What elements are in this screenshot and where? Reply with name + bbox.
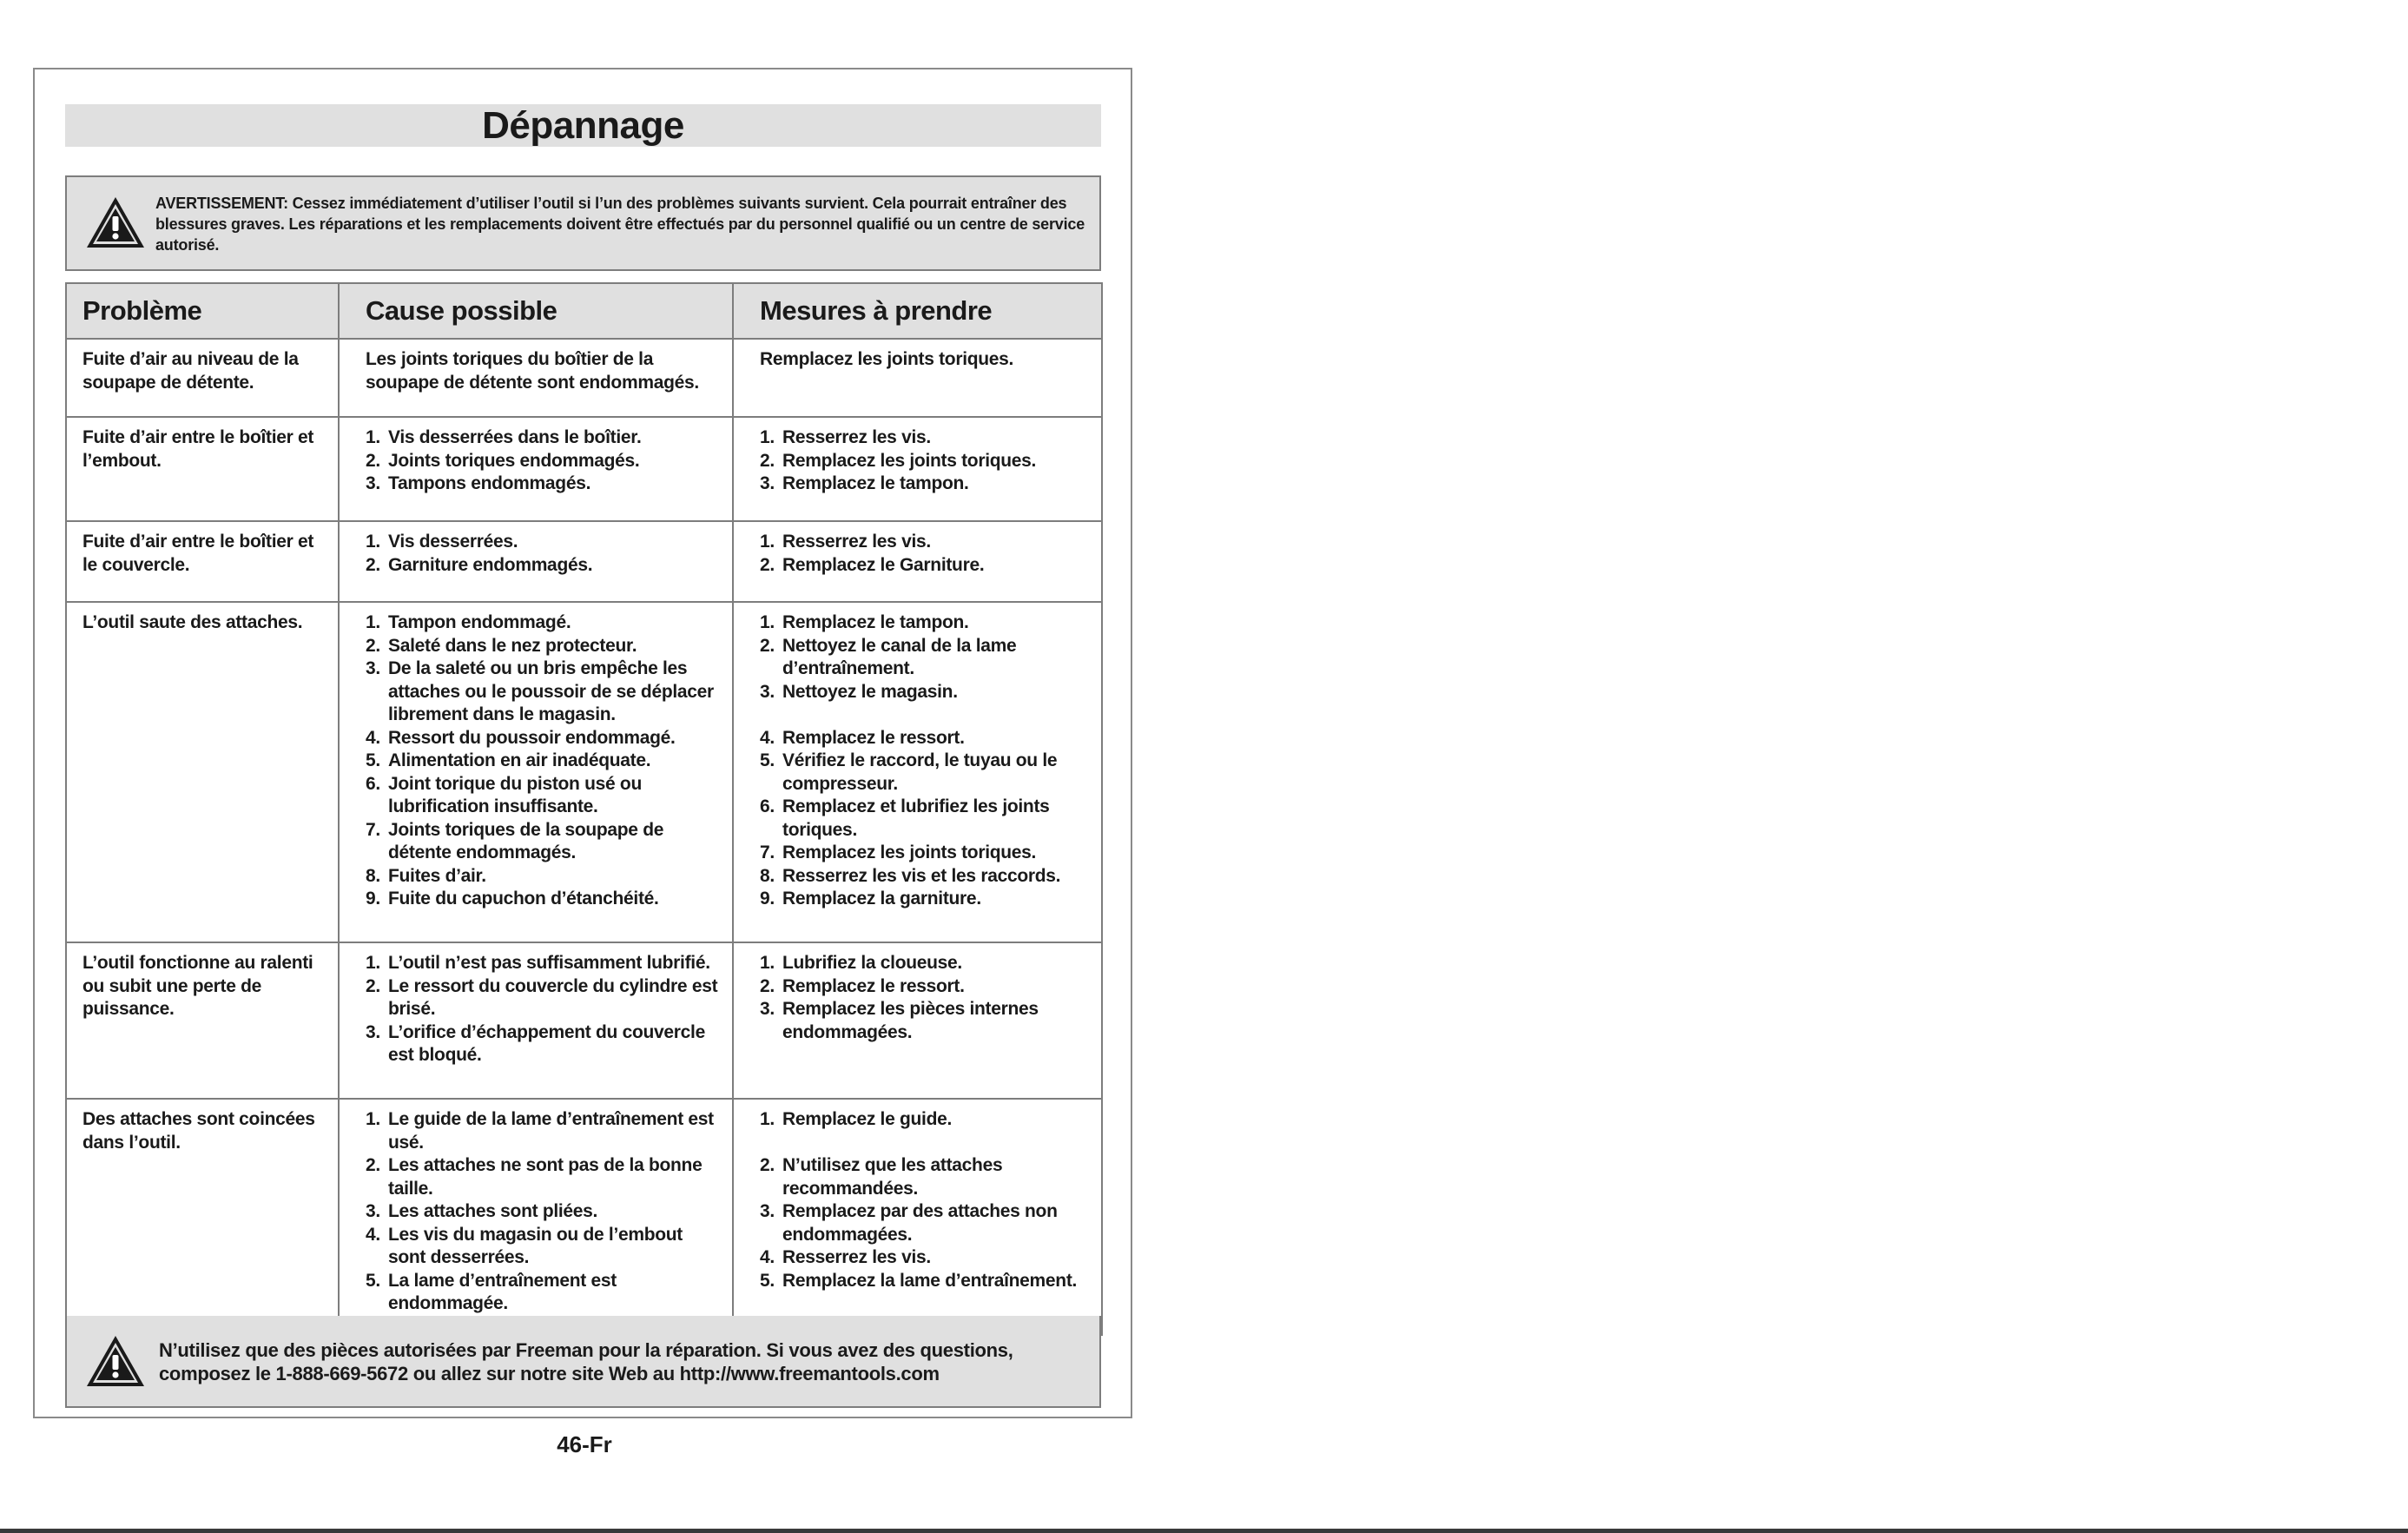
list-item: 3. Nettoyez le magasin. bbox=[760, 681, 958, 702]
action-cell bbox=[733, 602, 1102, 942]
list-item: 5. Remplacez la lame d’entraînement. bbox=[760, 1270, 1078, 1291]
list-item: 2. Les attaches ne sont pas de la bonne taille. bbox=[366, 1155, 703, 1199]
action-cell bbox=[733, 417, 1102, 521]
list-item: 6. Remplacez et lubrifiez les joints toriques. bbox=[760, 796, 1050, 840]
cause-cell bbox=[339, 1099, 733, 1335]
footer-note-box bbox=[65, 1316, 1101, 1408]
list-item: 1. Tampon endommagé. bbox=[366, 612, 571, 632]
list-item: 2. Le ressort du couvercle du cylindre est brisé. bbox=[366, 975, 718, 1019]
cause-cell bbox=[339, 521, 733, 602]
cause-cell: Les joints toriques du boîtier de la soupape de détente sont endommagés. bbox=[339, 339, 733, 417]
problem-cell: Des attaches sont coincées dans l’outil. bbox=[66, 1099, 339, 1335]
list-item: 6. Joint torique du piston usé ou lubrification insuffisante. bbox=[366, 773, 642, 816]
problem-cell: Fuite d’air entre le boîtier et l’embout. bbox=[66, 417, 339, 521]
list-item: 2. Nettoyez le canal de la lame d’entraînement. bbox=[760, 635, 1017, 678]
table-row bbox=[66, 339, 1102, 417]
list-item: 2. Remplacez le ressort. bbox=[760, 975, 965, 996]
list-item: 3. Remplacez les pièces internes endommagées. bbox=[760, 999, 1039, 1042]
list-item: 2. Garniture endommagés. bbox=[366, 554, 593, 575]
list-item: 1. Resserrez les vis. bbox=[760, 427, 931, 447]
page-title: Dépannage bbox=[482, 103, 684, 147]
cause-cell bbox=[339, 942, 733, 1099]
list-item: 1. Vis desserrées dans le boîtier. bbox=[366, 427, 642, 447]
list-item: 3. L’orifice d’échappement du couvercle est bloqué. bbox=[366, 1021, 705, 1065]
list-item: 9. Remplacez la garniture. bbox=[760, 889, 981, 909]
list-item: 3. Tampons endommagés. bbox=[366, 473, 591, 493]
list-item: 3. De la saleté ou un bris empêche les attaches ou le poussoir de se déplacer librement dans le magasin. bbox=[366, 658, 714, 724]
list-item: 1. Vis desserrées. bbox=[366, 532, 518, 552]
list-item: 3. Les attaches sont pliées. bbox=[366, 1201, 598, 1221]
list-item: 7. Remplacez les joints toriques. bbox=[760, 842, 1037, 862]
action-cell: Remplacez les joints toriques. bbox=[733, 339, 1102, 417]
warning-triangle-icon bbox=[84, 195, 147, 250]
list-item: 2. Saleté dans le nez protecteur. bbox=[366, 635, 637, 656]
action-cell bbox=[733, 521, 1102, 602]
action-cell bbox=[733, 1099, 1102, 1335]
list-item: 7. Joints toriques de la soupape de détente endommagés. bbox=[366, 819, 664, 862]
list-item: 4. Ressort du poussoir endommagé. bbox=[366, 727, 676, 748]
cause-cell bbox=[339, 602, 733, 942]
cause-cell bbox=[339, 417, 733, 521]
list-item: 1. Resserrez les vis. bbox=[760, 532, 931, 552]
list-item: 1. Le guide de la lame d’entraînement est usé. bbox=[366, 1109, 714, 1153]
list-item: 2. Remplacez le Garniture. bbox=[760, 554, 985, 575]
table-row bbox=[66, 942, 1102, 1099]
list-item: 4. Les vis du magasin ou de l’embout sont desserrées. bbox=[366, 1224, 683, 1267]
list-item: 9. Fuite du capuchon d’étanchéité. bbox=[366, 889, 659, 909]
table-header-row bbox=[66, 283, 1102, 339]
problem-cell: L’outil fonctionne au ralenti ou subit une perte de puissance. bbox=[66, 942, 339, 1099]
problem-cell: L’outil saute des attaches. bbox=[66, 602, 339, 942]
warning-text: AVERTISSEMENT: Cessez immédiatement d’utiliser l’outil si l’un des problèmes suivants survient. Cela pourrait entraîner des blessures graves. Les réparations et les remplacements doivent être effectués par du personnel qualifié ou un centre de service autorisé. bbox=[155, 195, 1085, 254]
list-item: 2. Joints toriques endommagés. bbox=[366, 450, 640, 471]
header-problem: Problème bbox=[66, 283, 339, 339]
list-item: 3. Remplacez le tampon. bbox=[760, 473, 969, 493]
title-bar bbox=[65, 104, 1101, 147]
list-item: 1. Remplacez le tampon. bbox=[760, 612, 969, 632]
warning-box bbox=[65, 175, 1101, 271]
action-cell bbox=[733, 942, 1102, 1099]
problem-cell: Fuite d’air entre le boîtier et le couvercle. bbox=[66, 521, 339, 602]
footer-note-text: N’utilisez que des pièces autorisées par Freeman pour la réparation. Si vous avez des questions, composez le 1-888-669-5672 ou allez sur notre site Web au http://www.freemantools.com bbox=[159, 1339, 1013, 1384]
warning-triangle-icon bbox=[84, 1333, 147, 1389]
bottom-divider bbox=[0, 1529, 2408, 1533]
header-cause: Cause possible bbox=[339, 283, 733, 339]
list-item: 4. Remplacez le ressort. bbox=[760, 727, 965, 748]
header-action: Mesures à prendre bbox=[733, 283, 1102, 339]
list-item: 2. Remplacez les joints toriques. bbox=[760, 450, 1037, 471]
list-item: 8. Resserrez les vis et les raccords. bbox=[760, 865, 1061, 886]
page-number: 46-Fr bbox=[557, 1431, 612, 1457]
list-item: 1. Lubrifiez la cloueuse. bbox=[760, 953, 962, 973]
list-item: 4. Resserrez les vis. bbox=[760, 1247, 931, 1267]
table-row bbox=[66, 602, 1102, 942]
table-row bbox=[66, 417, 1102, 521]
list-item: 5. Vérifiez le raccord, le tuyau ou le compresseur. bbox=[760, 750, 1058, 794]
list-item: 5. Alimentation en air inadéquate. bbox=[366, 750, 651, 770]
problem-cell: Fuite d’air au niveau de la soupape de détente. bbox=[66, 339, 339, 417]
troubleshooting-table bbox=[65, 282, 1103, 1336]
list-item: 3. Remplacez par des attaches non endommagées. bbox=[760, 1201, 1058, 1245]
table-row bbox=[66, 521, 1102, 602]
list-item: 2. N’utilisez que les attaches recommandées. bbox=[760, 1155, 1003, 1199]
list-item: 5. La lame d’entraînement est endommagée. bbox=[366, 1270, 617, 1313]
list-item: 1. Remplacez le guide. bbox=[760, 1109, 953, 1129]
list-item: 1. L’outil n’est pas suffisamment lubrifié. bbox=[366, 953, 710, 973]
table-row bbox=[66, 1099, 1102, 1335]
list-item: 8. Fuites d’air. bbox=[366, 865, 486, 886]
